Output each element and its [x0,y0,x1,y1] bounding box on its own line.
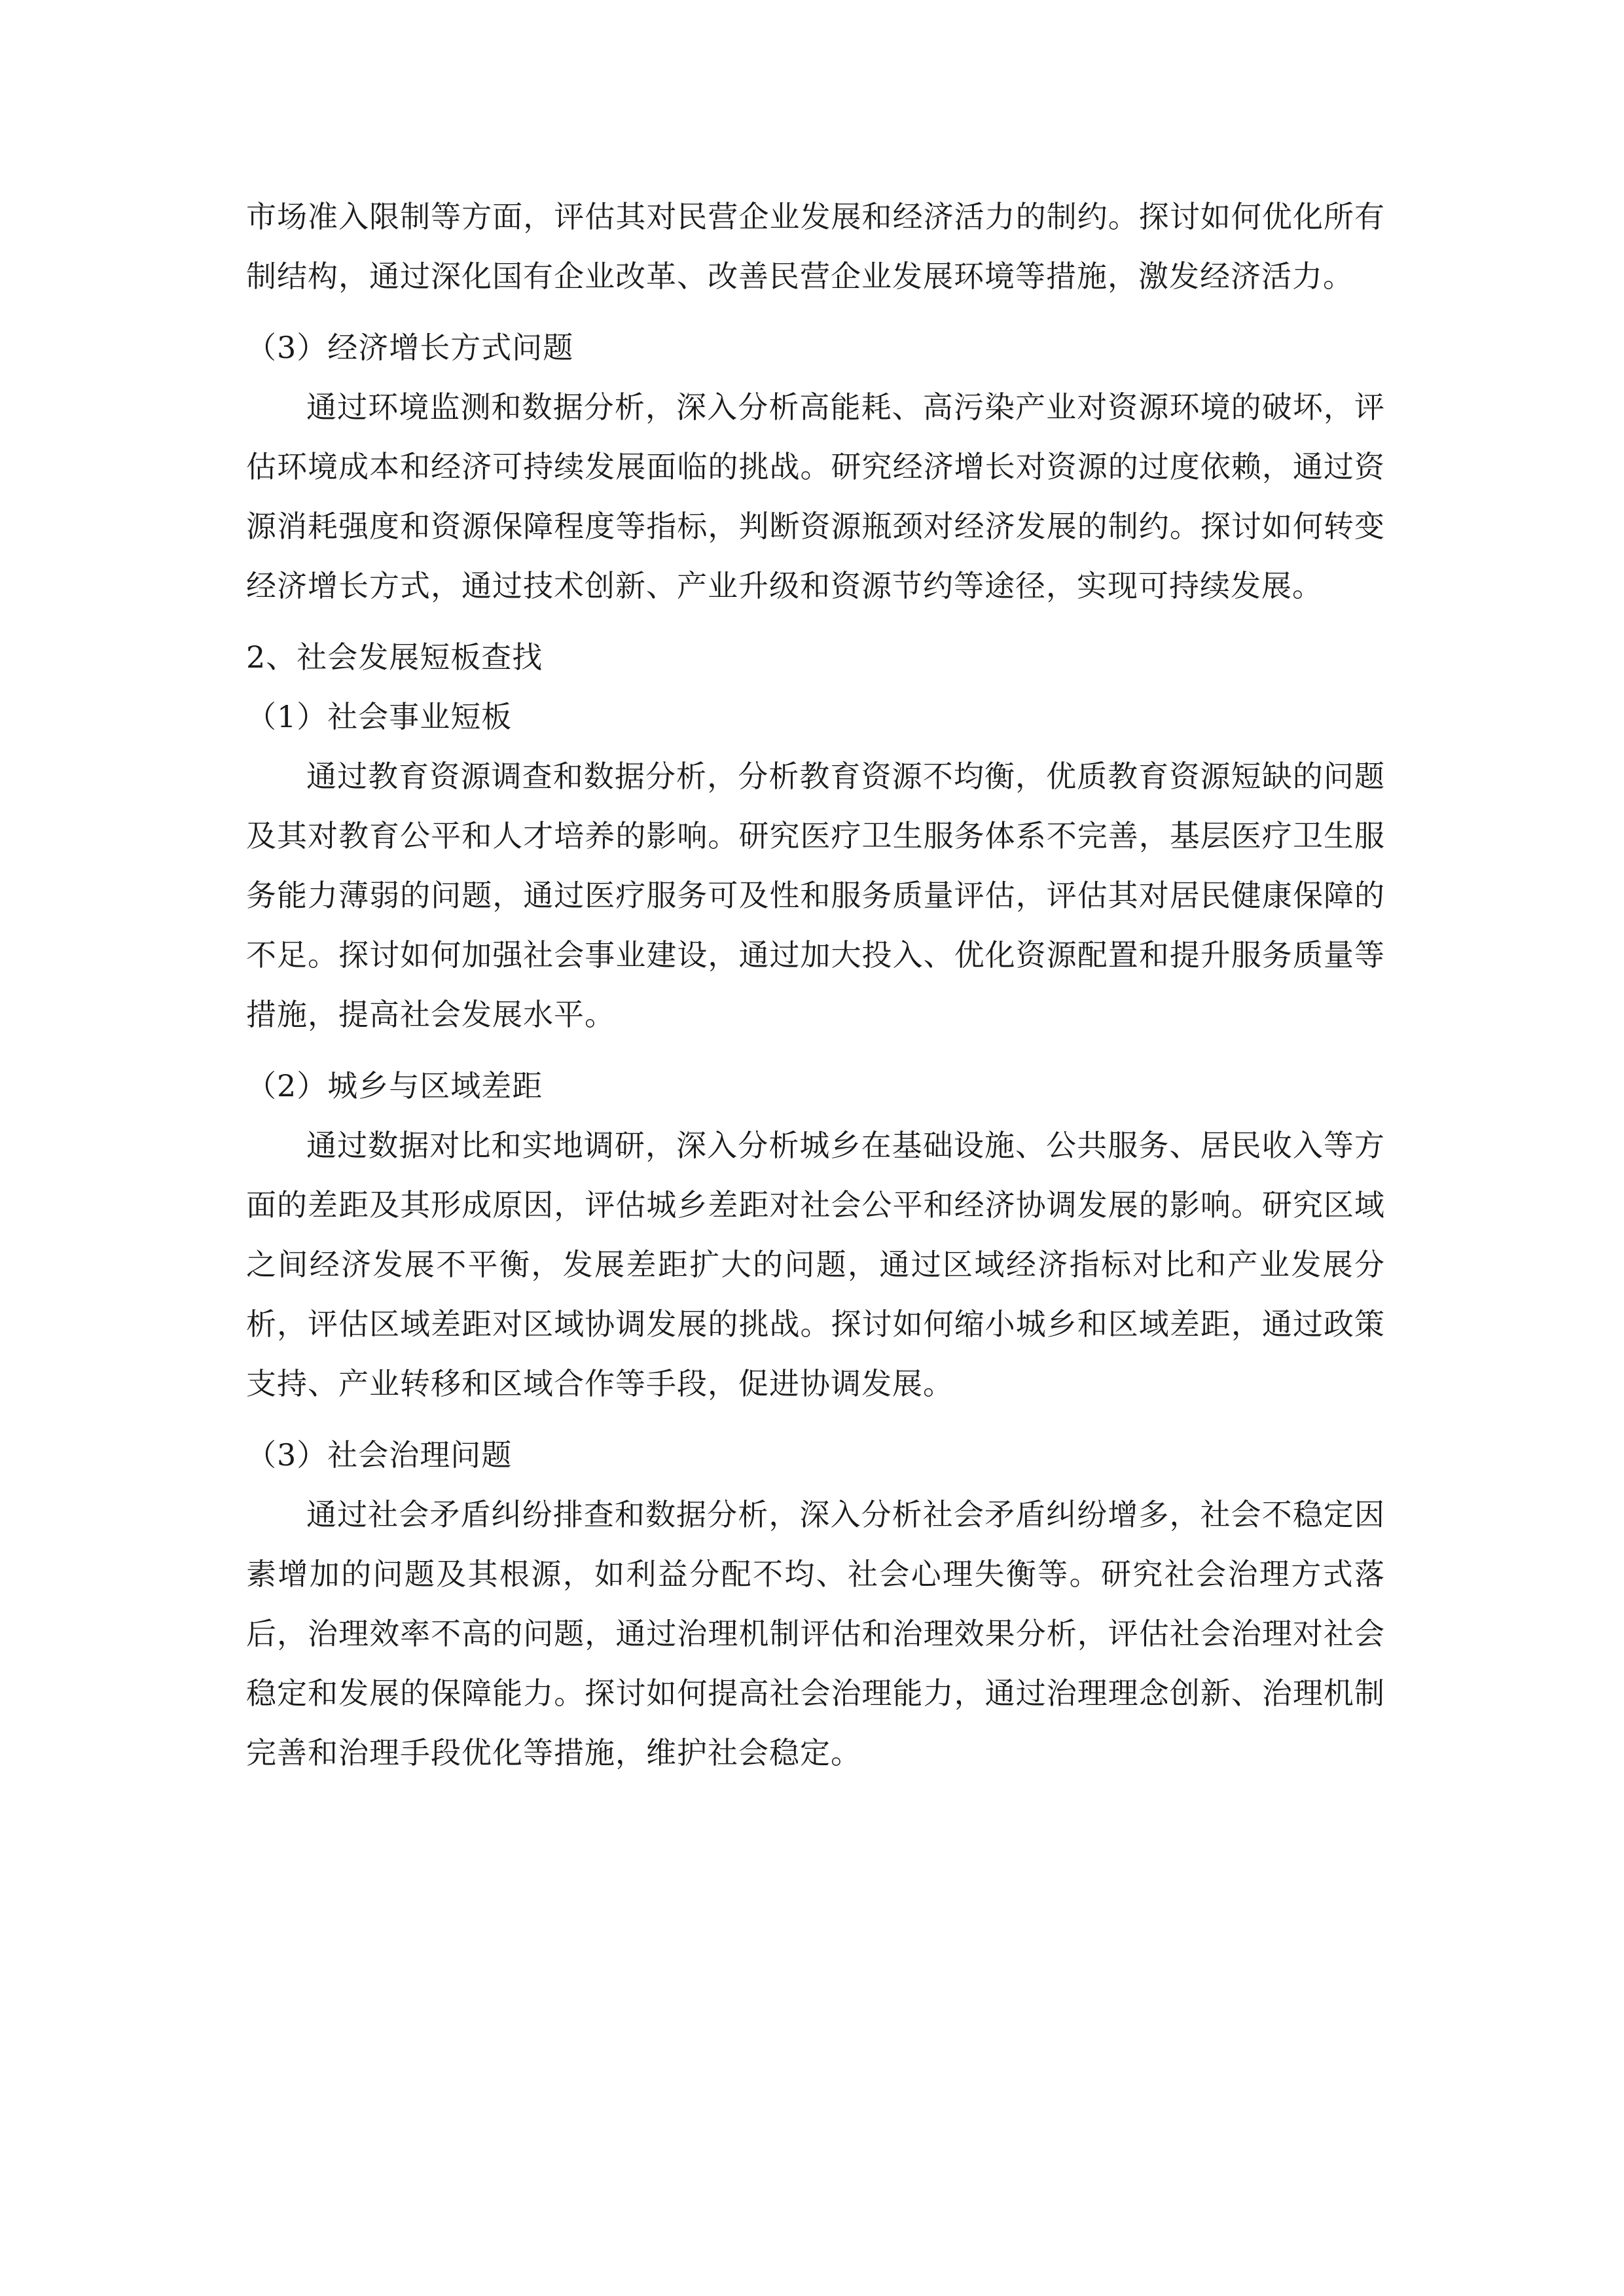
paragraph-social-governance: 通过社会矛盾纠纷排查和数据分析，深入分析社会矛盾纠纷增多，社会不稳定因素增加的问题及其根源，如利益分配不均、社会心理失衡等。研究社会治理方式落后，治理效率不高的问题，通过治理机制评估和治理效果分析，评估社会治理对社会稳定和发展的保障能力。探讨如何提高社会治理能力，通过治理理念创新、治理机制完善和治理手段优化等措施，维护社会稳定。 [246,1497,1385,1770]
subsection-heading-economic-growth: （3）经济增长方式问题 [246,330,574,365]
paragraph-urban-rural-gap: 通过数据对比和实地调研，深入分析城乡在基础设施、公共服务、居民收入等方面的差距及其形成原因，评估城乡差距对社会公平和经济协调发展的影响。研究区域之间经济发展不平衡，发展差距扩大的问题，通过区域经济指标对比和产业发展分析，评估区域差距对区域协调发展的挑战。探讨如何缩小城乡和区域差距，通过政策支持、产业转移和区域合作等手段，促进协调发展。 [246,1128,1385,1401]
subsection-heading-social-undertakings: （1）社会事业短板 [246,699,513,734]
paragraph-economic-growth: 通过环境监测和数据分析，深入分析高能耗、高污染产业对资源环境的破坏，评估环境成本和经济可持续发展面临的挑战。研究经济增长对资源的过度依赖，通过资源消耗强度和资源保障程度等指标，判断资源瓶颈对经济发展的制约。探讨如何转变经济增长方式，通过技术创新、产业升级和资源节约等途径，实现可持续发展。 [246,389,1385,603]
document-body [246,187,1385,1783]
continuation-paragraph: 市场准入限制等方面，评估其对民营企业发展和经济活力的制约。探讨如何优化所有制结构，通过深化国有企业改革、改善民营企业发展环境等措施，激发经济活力。 [246,199,1385,294]
section-heading-social-development: 2、社会发展短板查找 [246,639,543,675]
subsection-heading-urban-rural-gap: （2）城乡与区域差距 [246,1068,543,1103]
paragraph-social-undertakings: 通过教育资源调查和数据分析，分析教育资源不均衡，优质教育资源短缺的问题及其对教育公平和人才培养的影响。研究医疗卫生服务体系不完善，基层医疗卫生服务能力薄弱的问题，通过医疗服务可及性和服务质量评估，评估其对居民健康保障的不足。探讨如何加强社会事业建设，通过加大投入、优化资源配置和提升服务质量等措施，提高社会发展水平。 [246,759,1385,1032]
subsection-heading-social-governance: （3）社会治理问题 [246,1437,513,1473]
